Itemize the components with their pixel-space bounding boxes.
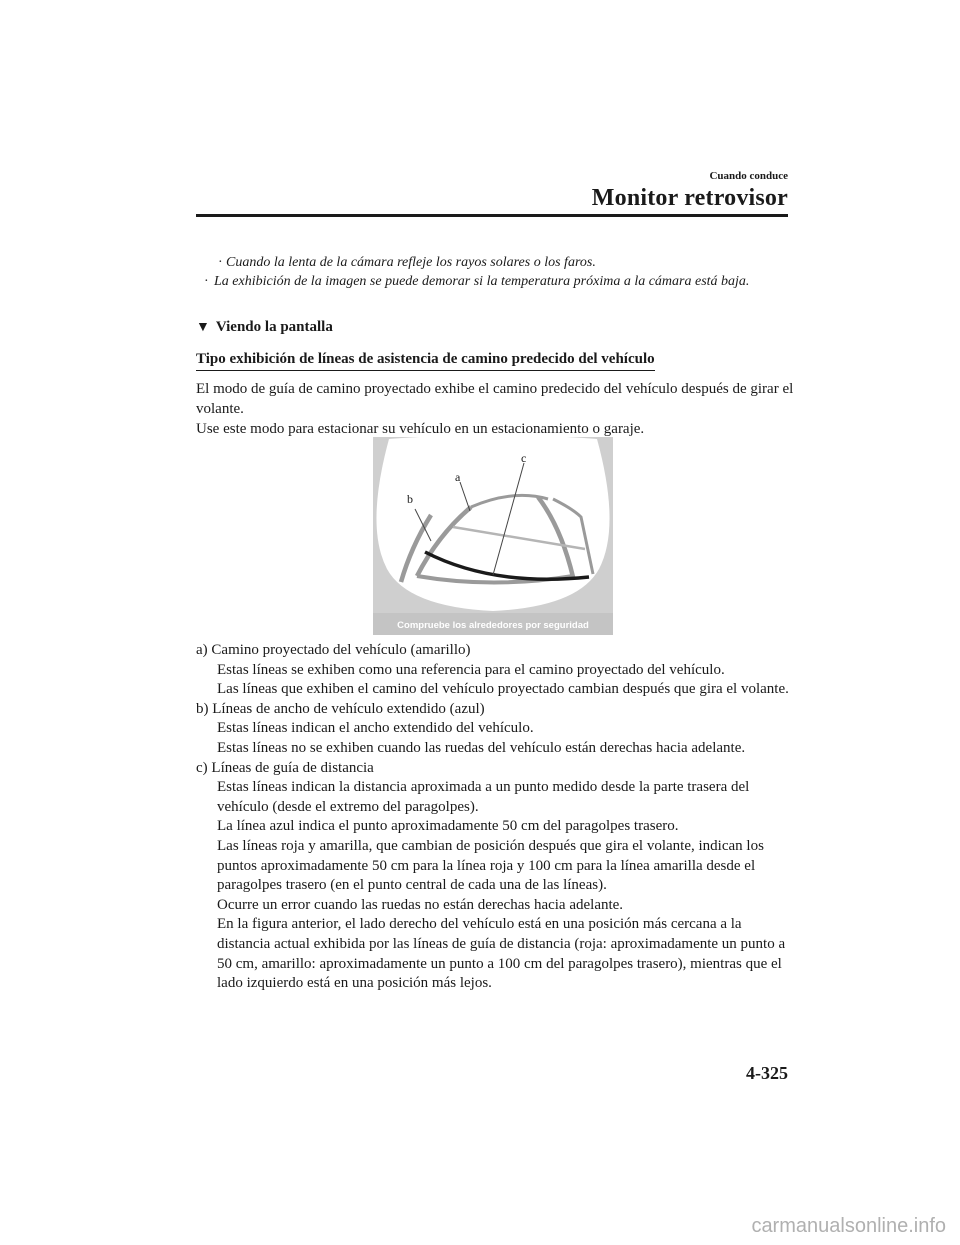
note-list: [196, 253, 788, 291]
figure-caption: Compruebe los alrededores por seguridad: [397, 620, 589, 631]
legend-line: Estas líneas no se exhiben cuando las ruedas del vehículo están derechas hacia adelante.: [217, 739, 746, 756]
legend-item-a: [196, 641, 796, 700]
note-text: La exhibición de la imagen se puede demorar si la temperatura próxima a la cámara está baja.: [214, 274, 750, 289]
legend-line: La línea azul indica el punto aproximadamente 50 cm del paragolpes trasero.: [217, 818, 679, 835]
legend-label: a) Camino proyectado del vehículo (amarillo): [196, 642, 471, 658]
screen-viewport: [376, 437, 609, 611]
legend-line: Las líneas que exhiben el camino del vehículo proyectado cambian después que gira el volante.: [217, 681, 789, 698]
legend-label: b) Líneas de ancho de vehículo extendido (azul): [196, 700, 485, 717]
intro-paragraph: Use este modo para estacionar su vehículo en un estacionamiento o garaje.: [196, 421, 645, 437]
legend-line: Estas líneas indican la distancia aproximada a un punto medido desde la parte trasera del vehículo (desde el extremo del paragolpes).: [217, 779, 750, 815]
subheading: Tipo exhibición de líneas de asistencia de camino predecido del vehículo: [196, 351, 655, 371]
note-item: [196, 272, 788, 291]
note-text: Cuando la lenta de la cámara refleje los rayos solares o los faros.: [226, 255, 596, 270]
header-section-label: Cuando conduce: [709, 170, 788, 182]
legend-item-b: [196, 700, 796, 759]
legend-item-c: [196, 759, 796, 994]
intro-paragraph: El modo de guía de camino proyectado exhibe el camino predecido del vehículo después de girar el volante.: [196, 381, 794, 417]
figure-label-a: a: [455, 470, 461, 484]
page-number: 4-325: [746, 1063, 788, 1083]
legend-label: c) Líneas de guía de distancia: [196, 759, 374, 776]
section-heading-text: Viendo la pantalla: [215, 319, 333, 335]
legend-line: En la figura anterior, el lado derecho del vehículo está en una posición más cercana a la distancia actual exhibida por las líneas de guía de distancia (roja: aproximadamente un punto a 50 cm, amarillo: aproximadamente un punto a 100 cm del paragolpes trasero), mientras que el lado izquierdo está en una posición más lejos.: [217, 916, 786, 992]
legend-list: [196, 641, 796, 994]
bullet-dot-icon: ·: [218, 255, 223, 270]
note-item: [196, 253, 788, 272]
watermark-logo: carmanualsonline.info: [751, 1215, 946, 1237]
camera-figure: [373, 437, 613, 635]
figure-label-b: b: [407, 492, 413, 506]
legend-line: Ocurre un error cuando las ruedas no están derechas hacia adelante.: [217, 896, 624, 913]
page-title: Monitor retrovisor: [591, 185, 788, 211]
triangle-marker-icon: ▼: [196, 320, 210, 335]
figure-label-c: c: [521, 451, 527, 465]
legend-line: Estas líneas indican el ancho extendido del vehículo.: [217, 720, 534, 737]
section-heading: [196, 319, 333, 336]
legend-line: Las líneas roja y amarilla, que cambian de posición después que gira el volante, indican los puntos aproximadamente 50 cm para la línea roja y 100 cm para la línea amarilla desde el paragolpes trasero (en el punto central de cada una de las líneas).: [217, 837, 764, 894]
bullet-dot-icon: ·: [204, 274, 209, 289]
camera-view-illustration: [373, 437, 613, 635]
intro-text: [196, 379, 796, 439]
header-rule: [196, 214, 788, 217]
legend-line: Estas líneas se exhiben como una referencia para el camino proyectado del vehículo.: [217, 661, 725, 678]
